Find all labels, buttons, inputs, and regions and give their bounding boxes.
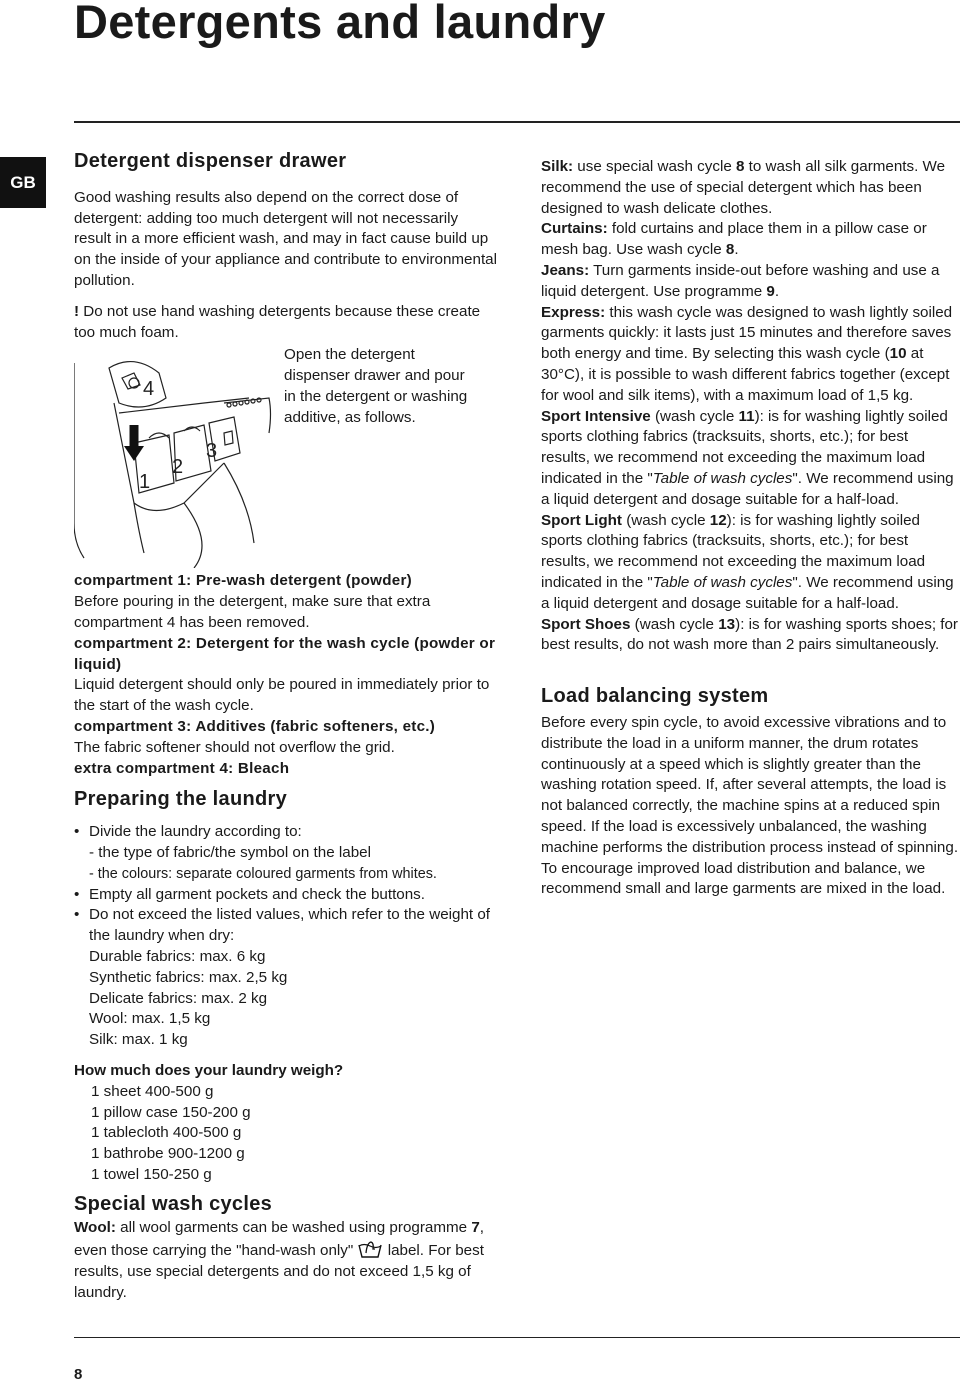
compartment-3-text: The fabric softener should not overflow the grid.	[74, 738, 395, 756]
limit-item: Silk: max. 1 kg	[89, 1031, 188, 1049]
curtains-paragraph: Curtains: fold curtains and place them in a pillow case or mesh bag. Use wash cycle 8.	[541, 220, 927, 259]
dispenser-warning	[74, 302, 498, 344]
weight-item: 1 bathrobe 900-1200 g	[91, 1145, 245, 1163]
right-column	[541, 157, 960, 900]
weigh-heading: How much does your laundry weigh?	[74, 1061, 344, 1079]
special-heading: Special wash cycles	[74, 1192, 273, 1215]
preparing-heading: Preparing the laundry	[74, 788, 288, 811]
limit-item: Wool: max. 1,5 kg	[89, 1010, 211, 1028]
compartment-label-2: 2	[172, 456, 184, 479]
dispenser-figure	[74, 343, 498, 568]
page-number: 8	[74, 1366, 83, 1383]
jeans-paragraph: Jeans: Turn garments inside-out before washing and use a liquid detergent. Use programme 9.	[541, 261, 940, 300]
compartment-3-head: compartment 3: Additives (fabric softeners, etc.)	[74, 717, 436, 735]
list-item: • Empty all garment pockets and check the buttons.	[74, 885, 498, 906]
list-item: • Do not exceed the listed values, which refer to the weight of the laundry when dry: Durable fabrics: max. 6 kg Synthetic fabrics: max. 2,5 kg Delicate fabrics: max. 2 kg Wool: max. 1,5 kg Silk: max. 1 kg	[74, 905, 498, 1051]
header-divider	[74, 121, 960, 123]
limit-item: Synthetic fabrics: max. 2,5 kg	[89, 968, 288, 986]
compartment-4-head: extra compartment 4: Bleach	[74, 759, 290, 777]
silk-paragraph: Silk: use special wash cycle 8 to wash all silk garments. We recommend the use of special detergent which has been designed to wash delicate clothes.	[541, 158, 946, 217]
figure-caption: Open the detergent dispenser drawer and pour in the detergent or washing additive, as follows.	[284, 346, 468, 426]
compartment-list	[74, 571, 498, 779]
compartment-label-4: 4	[143, 378, 155, 401]
express-paragraph: Express: this wash cycle was designed to wash lightly soiled garments quickly: it lasts just 15 minutes and therefore saves both energy and time. By selecting this wash cycle (10 at 30°C), it is possible to wash different fabrics together (except for wool and silk items), with a maximum load of 1,5 kg.	[541, 303, 953, 404]
left-column	[74, 151, 498, 1304]
limit-item: Delicate fabrics: max. 2 kg	[89, 989, 268, 1007]
preparing-list	[74, 822, 498, 1051]
limit-item: Durable fabrics: max. 6 kg	[89, 947, 266, 965]
page-title: Detergents and laundry	[74, 0, 606, 48]
compartment-label-1: 1	[139, 471, 151, 494]
dispenser-drawer-illustration	[74, 343, 274, 568]
hand-wash-icon	[357, 1239, 383, 1259]
compartment-2-text: Liquid detergent should only be poured in immediately prior to the start of the wash cycle.	[74, 676, 490, 715]
footer-divider	[74, 1337, 960, 1338]
sport-intensive-paragraph: Sport Intensive (wash cycle 11): is for washing lightly soiled sports clothing fabrics (tracksuits, shorts, etc.); for best results, we recommend not exceeding the maximum load indicated in the "Table of wash cycles". We recommend using a liquid detergent and dosage suitable for a half-load.	[541, 407, 954, 508]
language-tab: GB	[0, 157, 46, 208]
wool-paragraph: Wool: all wool garments can be washed using programme 7, even those carrying the "hand-wash only" label. For best results, use special detergents and do not exceed 1,5 kg of laundry.	[74, 1219, 484, 1301]
sport-shoes-paragraph: Sport Shoes (wash cycle 13): is for washing sports shoes; for best results, do not wash more than 2 pairs simultaneously.	[541, 615, 958, 654]
load-paragraph: Before every spin cycle, to avoid excessive vibrations and to distribute the load in a uniform manner, the drum rotates continuously at a speed which is slightly greater than the washing rotation speed. If, after several attempts, the load is not balanced correctly, the machine spins at a reduced spin speed. If the load is excessively unbalanced, the washing machine performs the distribution process instead of spinning. To encourage improved load distribution and balance, we recommend small and large garments are mixed in the load.	[541, 713, 959, 898]
warning-icon: !	[74, 302, 80, 320]
load-heading: Load balancing system	[541, 685, 769, 708]
weight-item: 1 sheet 400-500 g	[91, 1082, 214, 1100]
sub-item: - the type of fabric/the symbol on the label	[89, 843, 371, 861]
sub-item: - the colours: separate coloured garments from whites.	[89, 865, 437, 882]
compartment-label-3: 3	[206, 440, 218, 463]
warning-text: Do not use hand washing detergents because these create too much foam.	[74, 302, 481, 341]
weights-list	[74, 1082, 498, 1186]
weight-item: 1 pillow case 150-200 g	[91, 1103, 251, 1121]
list-item: • Divide the laundry according to: - the type of fabric/the symbol on the label - the colours: separate coloured garments from whites.	[74, 822, 498, 884]
weight-item: 1 towel 150-250 g	[91, 1165, 212, 1183]
dispenser-heading: Detergent dispenser drawer	[74, 150, 347, 172]
dispenser-intro: Good washing results also depend on the correct dose of detergent: adding too much detergent will not necessarily result in a more efficient wash, and may in fact cause build up on the inside of your appliance and contribute to environmental pollution.	[74, 188, 497, 289]
compartment-2-head: compartment 2: Detergent for the wash cycle (powder or liquid)	[74, 634, 496, 673]
compartment-1-head: compartment 1: Pre-wash detergent (powder)	[74, 572, 412, 590]
weight-item: 1 tablecloth 400-500 g	[91, 1124, 242, 1142]
compartment-1-text: Before pouring in the detergent, make sure that extra compartment 4 has been removed.	[74, 593, 431, 631]
sport-light-paragraph: Sport Light (wash cycle 12): is for washing lightly soiled sports clothing fabrics (tracksuits, shorts, etc.); for best results, we recommend not exceeding the maximum load indicated in the "Table of wash cycles". We recommend using a liquid detergent and dosage suitable for a half-load.	[541, 511, 954, 612]
